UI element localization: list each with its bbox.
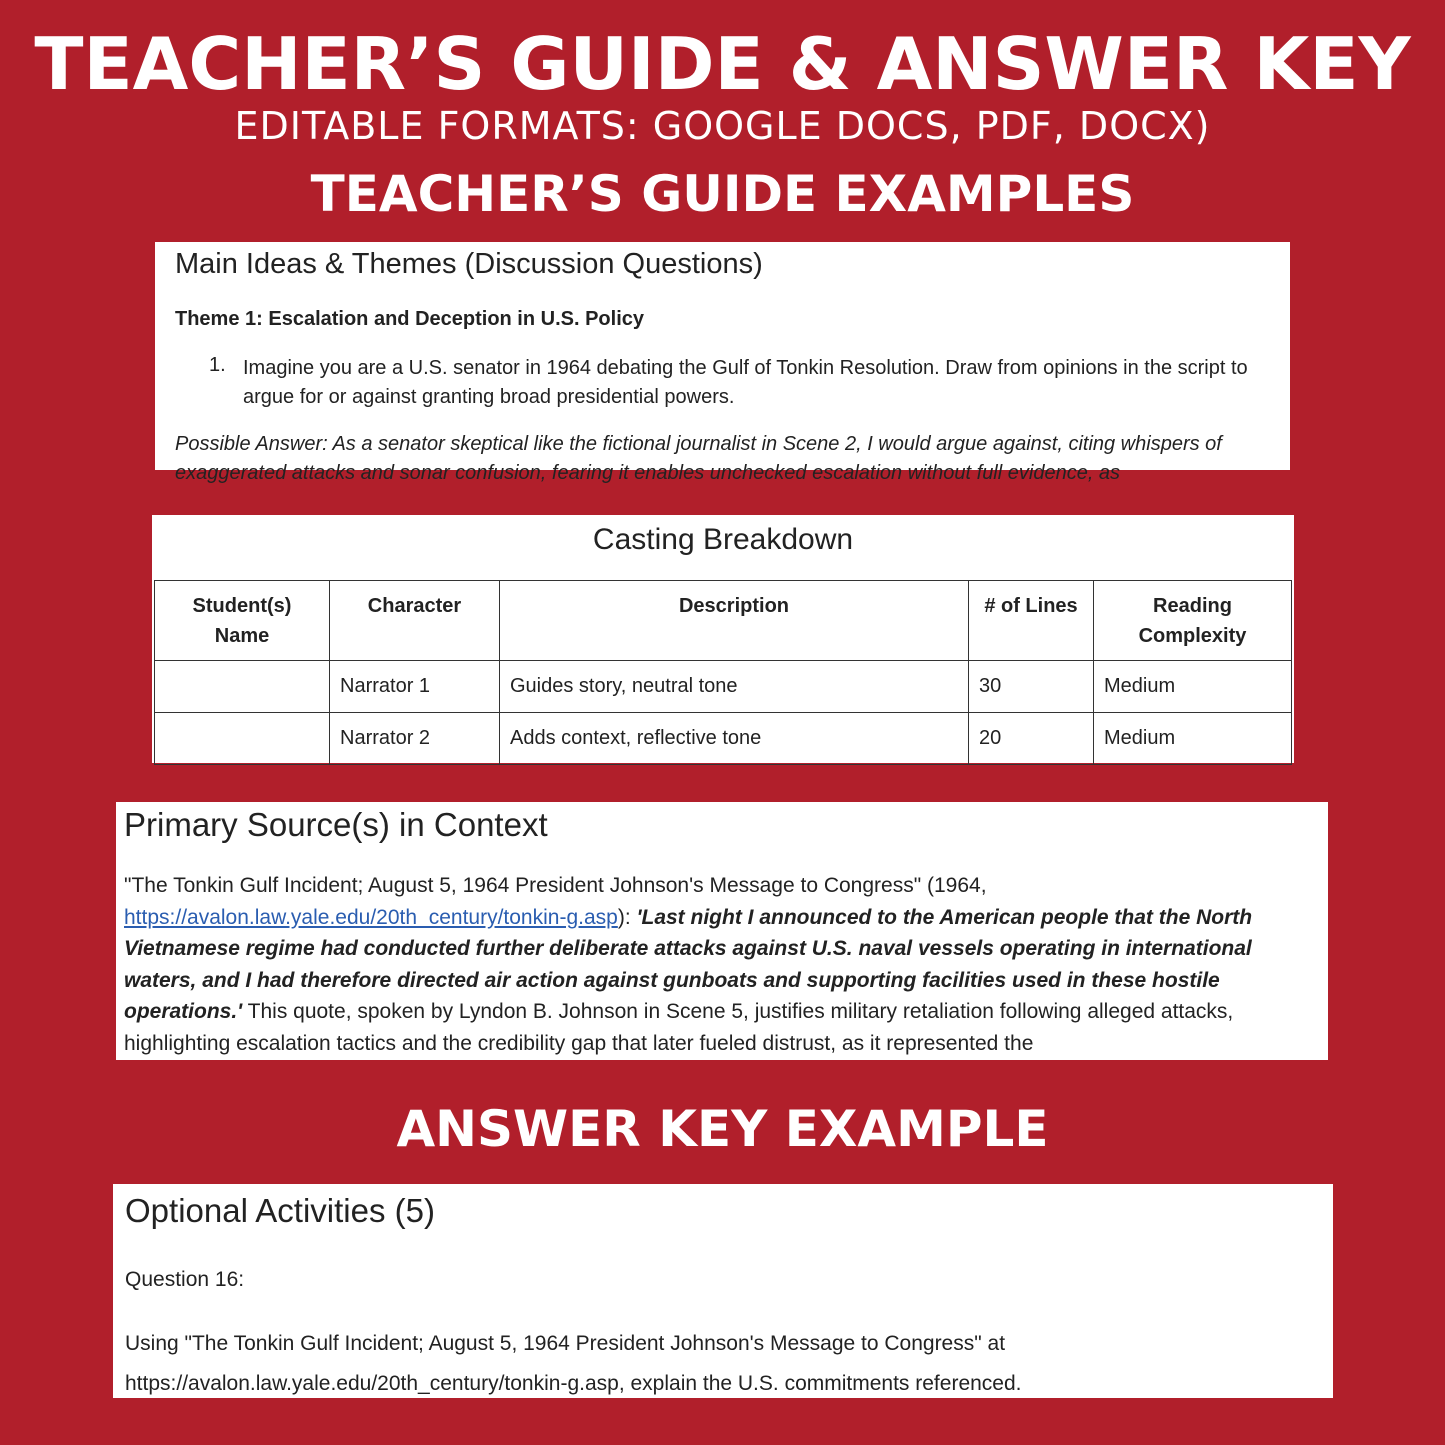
source-quote: 'Last night I announced to the American people that the North Vietnamese regime had conducted further deliberate attacks against U.S. naval vessels operating in international waters, and I had therefore directed air action against gunboats and supporting facilities used in these hostile operations.' bbox=[124, 905, 1253, 1023]
question-number: 1. bbox=[209, 354, 226, 376]
cell-student-name bbox=[155, 713, 330, 765]
cell-student-name bbox=[155, 661, 330, 713]
source-link-suffix: ): bbox=[617, 905, 637, 929]
main-ideas-title: Main Ideas & Themes (Discussion Questions) bbox=[175, 248, 763, 280]
primary-source-card bbox=[116, 802, 1328, 1060]
source-intro: "The Tonkin Gulf Incident; August 5, 1964 President Johnson's Message to Congress" (1964, bbox=[124, 874, 987, 897]
cell-description: Guides story, neutral tone bbox=[500, 661, 969, 713]
col-lines: # of Lines bbox=[969, 581, 1094, 661]
possible-answer: Possible Answer: As a senator skeptical like the fictional journalist in Scene 2, I would argue against, citing whispers of exaggerated attacks and sonar confusion, fearing it enables unchecked escalation without full evidence, as bbox=[175, 433, 1222, 484]
casting-table bbox=[154, 580, 1292, 765]
source-explanation: This quote, spoken by Lyndon B. Johnson in Scene 5, justifies military retaliation following alleged attacks, highlighting escalation tactics and the credibility gap that later fueled distrust, as it represented the bbox=[124, 1000, 1234, 1055]
answer-key-heading: ANSWER KEY EXAMPLE bbox=[396, 1100, 1049, 1158]
teacher-guide-heading: TEACHER’S GUIDE EXAMPLES bbox=[310, 165, 1135, 223]
source-link[interactable]: https://avalon.law.yale.edu/20th_century/tonkin-g.asp bbox=[124, 905, 618, 929]
cell-character: Narrator 1 bbox=[330, 661, 500, 713]
table-header-row bbox=[155, 581, 1292, 661]
main-ideas-card bbox=[155, 242, 1290, 484]
casting-title: Casting Breakdown bbox=[592, 523, 854, 556]
cell-complexity: Medium bbox=[1094, 661, 1292, 713]
question-text: Using "The Tonkin Gulf Incident; August 5, 1964 President Johnson's Message to Congress" at https://avalon.law.yale.edu/20th_century/tonkin-g.asp, explain the U.S. commitments referenced. bbox=[125, 1332, 1022, 1395]
question-label: Question 16: bbox=[125, 1268, 245, 1291]
col-character: Character bbox=[330, 581, 500, 661]
optional-activities-title: Optional Activities (5) bbox=[125, 1192, 435, 1229]
cell-complexity: Medium bbox=[1094, 713, 1292, 765]
primary-source-body bbox=[124, 870, 1314, 1059]
col-description: Description bbox=[500, 581, 969, 661]
cell-description: Adds context, reflective tone bbox=[500, 713, 969, 765]
table-row bbox=[155, 713, 1292, 765]
discussion-question: Imagine you are a U.S. senator in 1964 debating the Gulf of Tonkin Resolution. Draw from opinions in the script to argue for or against granting broad presidential powers. bbox=[243, 357, 1248, 408]
subtitle: EDITABLE FORMATS: GOOGLE DOCS, PDF, DOCX) bbox=[234, 104, 1211, 148]
cell-lines: 30 bbox=[969, 661, 1094, 713]
col-reading-complexity: Reading Complexity bbox=[1094, 581, 1292, 661]
theme-heading: Theme 1: Escalation and Deception in U.S. Policy bbox=[175, 308, 645, 330]
casting-breakdown-card bbox=[152, 515, 1294, 763]
cell-character: Narrator 2 bbox=[330, 713, 500, 765]
optional-activities-card bbox=[113, 1184, 1333, 1398]
table-row bbox=[155, 661, 1292, 713]
col-student-name: Student(s) Name bbox=[155, 581, 330, 661]
main-title: TEACHER’S GUIDE & ANSWER KEY bbox=[34, 22, 1411, 106]
cell-lines: 20 bbox=[969, 713, 1094, 765]
primary-source-title: Primary Source(s) in Context bbox=[124, 806, 548, 843]
